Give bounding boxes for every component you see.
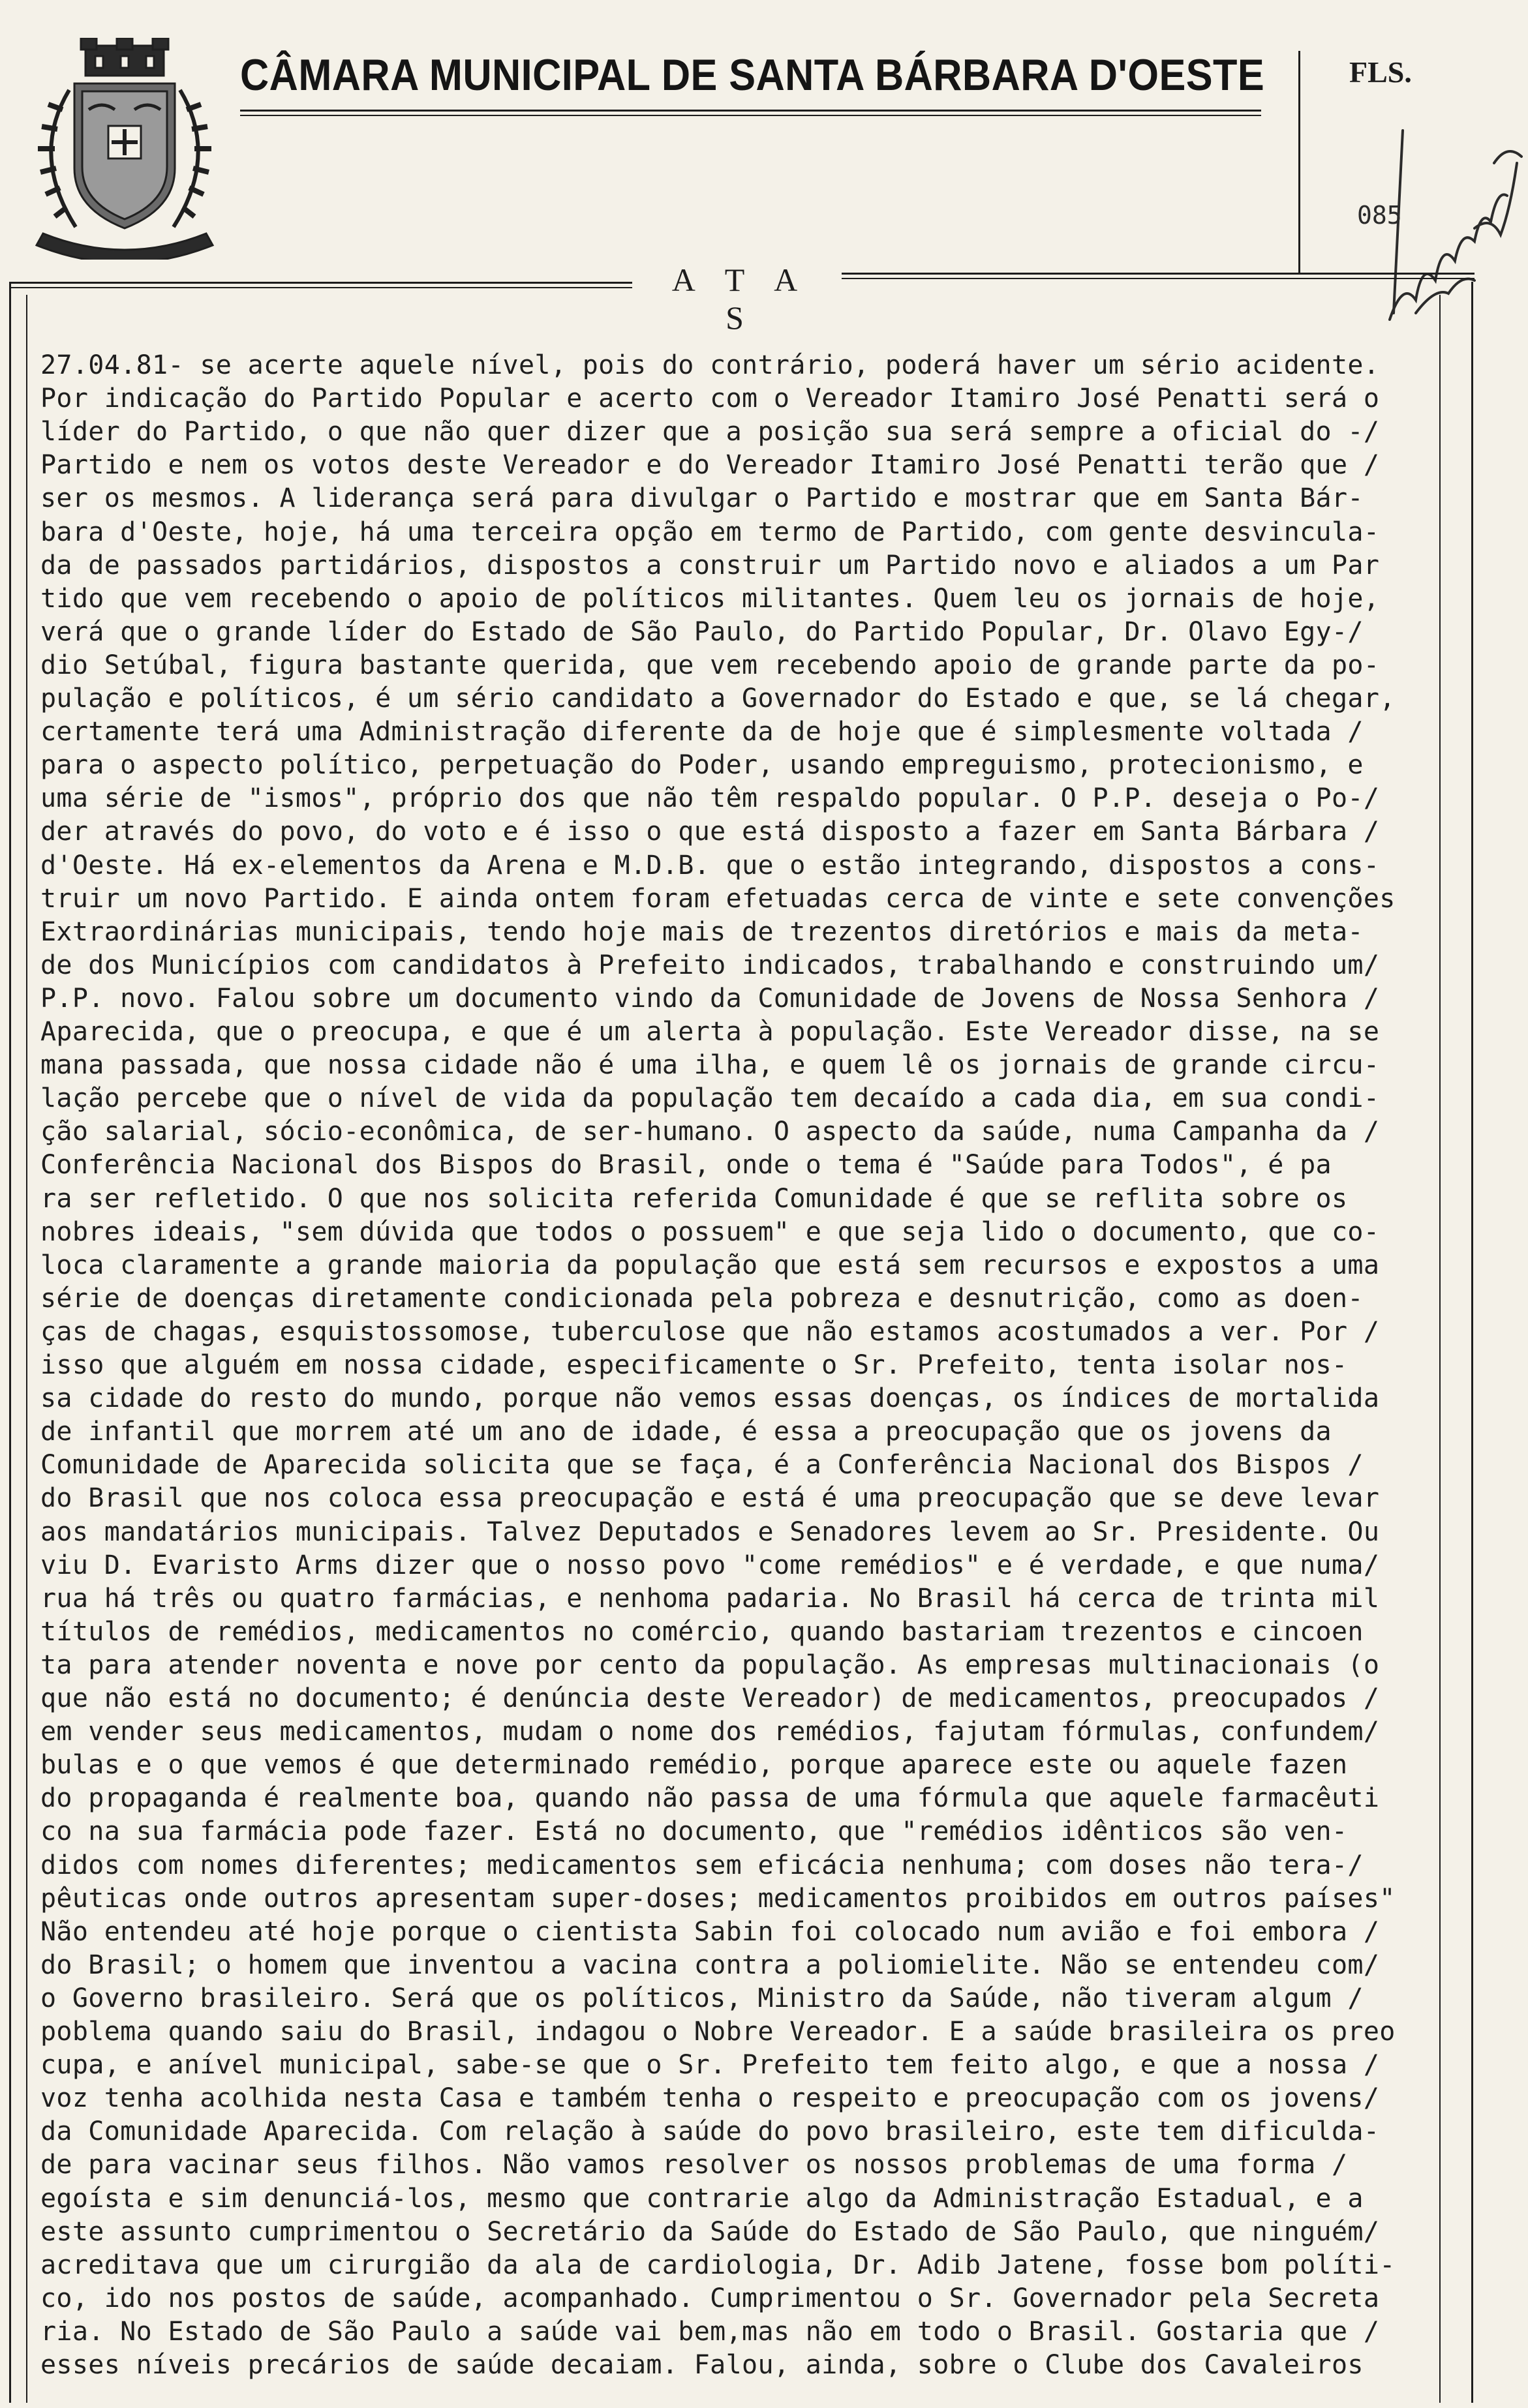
text-line: co na sua farmácia pode fazer. Está no documento, que "remédios idênticos são ven-	[40, 1816, 1348, 1847]
text-line: Por indicação do Partido Popular e acerto com o Vereador Itamiro José Penatti será o	[40, 384, 1380, 414]
folio-label: FLS.	[1349, 55, 1412, 89]
text-line: ta para atender noventa e nove por cento da população. As empresas multinacionais (o	[40, 1649, 1380, 1680]
text-line: líder do Partido, o que não quer dizer que a posição sua será sempre a oficial do -/	[40, 417, 1380, 447]
text-line: P.P. novo. Falou sobre um documento vindo da Comunidade de Jovens de Nossa Senhora /	[40, 983, 1380, 1014]
text-line: poblema quando saiu do Brasil, indagou o Nobre Vereador. E a saúde brasileira os preo	[40, 2017, 1396, 2047]
text-line: série de doenças diretamente condicionada pela pobreza e desnutrição, como as doen-	[40, 1283, 1364, 1314]
heading-rule-right	[842, 273, 1475, 275]
text-line: o Governo brasileiro. Será que os políticos, Ministro da Saúde, não tiveram algum /	[40, 1983, 1364, 2013]
text-line: ra ser refletido. O que nos solicita referida Comunidade é que se reflita sobre os	[40, 1183, 1348, 1214]
text-line: bara d'Oeste, hoje, há uma terceira opção em termo de Partido, com gente desvincula-	[40, 517, 1380, 547]
text-line: sa cidade do resto do mundo, porque não vemos essas doenças, os índices de mortalida	[40, 1383, 1380, 1414]
title-underline	[240, 110, 1261, 112]
text-line: certamente terá uma Administração diferente da de hoje que é simplesmente voltada /	[40, 717, 1364, 747]
text-line: acreditava que um cirurgião da ala de cardiologia, Dr. Adib Jatene, fosse bom políti-	[40, 2250, 1396, 2280]
text-line: do propaganda é realmente boa, quando não passa de uma fórmula que aquele farmacêuti	[40, 1783, 1380, 1814]
text-line: ção salarial, sócio-econômica, de ser-humano. O aspecto da saúde, numa Campanha da /	[40, 1117, 1380, 1147]
left-margin-rule	[26, 295, 27, 2403]
text-line: nobres ideais, "sem dúvida que todos o possuem" e que seja lido o documento, que co-	[40, 1216, 1380, 1247]
text-line: co, ido nos postos de saúde, acompanhado. Cumprimentou o Sr. Governador pela Secreta	[40, 2283, 1380, 2313]
text-line: der através do povo, do voto e é isso o que está disposto a fazer em Santa Bárbara /	[40, 817, 1380, 847]
section-title: A T A S	[671, 262, 810, 336]
text-line: aos mandatários municipais. Talvez Deputados e Senadores levem ao Sr. Presidente. Ou	[40, 1516, 1380, 1547]
text-line: pêuticas onde outros apresentam super-doses; medicamentos proibidos em outros países"	[40, 1883, 1396, 1914]
heading-rule-right-secondary	[842, 278, 1475, 279]
text-line: de para vacinar seus filhos. Não vamos resolver os nossos problemas de uma forma /	[40, 2150, 1348, 2180]
municipal-crest-icon	[17, 38, 232, 260]
text-line: que não está no documento; é denúncia deste Vereador) de medicamentos, preocupados /	[40, 1683, 1380, 1713]
text-line: Extraordinárias municipais, tendo hoje mais de trezentos diretórios e mais da meta-	[40, 916, 1364, 947]
text-line: cupa, e anível municipal, sabe-se que o Sr. Prefeito tem feito algo, e que a nossa /	[40, 2050, 1380, 2081]
text-line: Partido e nem os votos deste Vereador e do Vereador Itamiro José Penatti terão que /	[40, 450, 1380, 481]
text-line: 27.04.81- se acerte aquele nível, pois do contrário, poderá haver um sério acidente.	[40, 350, 1380, 380]
text-line: para o aspecto político, perpetuação do Poder, usando empreguismo, protecionismo, e	[40, 750, 1364, 781]
text-line: loca claramente a grande maioria da população que está sem recursos e expostos a uma	[40, 1250, 1380, 1280]
text-line: isso que alguém em nossa cidade, especificamente o Sr. Prefeito, tenta isolar nos-	[40, 1350, 1348, 1380]
text-line: egoísta e sim denunciá-los, mesmo que contrarie algo da Administração Estadual, e a	[40, 2183, 1364, 2214]
text-line: didos com nomes diferentes; medicamentos sem eficácia nenhuma; com doses não tera-/	[40, 1850, 1364, 1880]
text-line: em vender seus medicamentos, mudam o nome dos remédios, fajutam fórmulas, confundem/	[40, 1717, 1380, 1747]
text-line: ria. No Estado de São Paulo a saúde vai bem,mas não em todo o Brasil. Gostaria que /	[40, 2316, 1380, 2347]
text-line: pulação e políticos, é um sério candidato a Governador do Estado e que, se lá chegar,	[40, 684, 1396, 714]
text-line: mana passada, que nossa cidade não é uma ilha, e quem lê os jornais de grande circu-	[40, 1050, 1380, 1081]
text-line: d'Oeste. Há ex-elementos da Arena e M.D.B. que o estão integrando, dispostos a cons-	[40, 850, 1380, 880]
text-line: do Brasil que nos coloca essa preocupação e está é uma preocupação que se deve levar	[40, 1483, 1380, 1514]
text-line: Não entendeu até hoje porque o cientista Sabin foi colocado num avião e foi embora /	[40, 1916, 1380, 1947]
title-underline-secondary	[240, 115, 1261, 116]
text-line: da de passados partidários, dispostos a construir um Partido novo e aliados a um Par	[40, 550, 1380, 580]
text-line: voz tenha acolhida nesta Casa e também tenha o respeito e preocupação com os jovens/	[40, 2083, 1380, 2114]
text-line: uma série de "ismos", próprio dos que não têm respaldo popular. O P.P. deseja o Po-/	[40, 783, 1380, 814]
text-line: de infantil que morrem até um ano de idade, é essa a preocupação que os jovens da	[40, 1417, 1332, 1447]
text-line: este assunto cumprimentou o Secretário da Saúde do Estado de São Paulo, que ninguém/	[40, 2216, 1380, 2247]
text-line: viu D. Evaristo Arms dizer que o nosso povo "come remédios" e é verdade, e que numa/	[40, 1550, 1380, 1580]
text-line: da Comunidade Aparecida. Com relação à saúde do povo brasileiro, este tem dificulda-	[40, 2116, 1380, 2147]
text-line: Aparecida, que o preocupa, e que é um alerta à população. Este Vereador disse, na se	[40, 1017, 1380, 1047]
text-line: dio Setúbal, figura bastante querida, que vem recebendo apoio de grande parte da po-	[40, 650, 1380, 680]
text-line: do Brasil; o homem que inventou a vacina contra a poliomielite. Não se entendeu com/	[40, 1949, 1380, 1980]
text-line: truir um novo Partido. E ainda ontem foram efetuadas cerca de vinte e sete convenções	[40, 883, 1396, 914]
text-line: Comunidade de Aparecida solicita que se faça, é a Conferência Nacional dos Bispos /	[40, 1450, 1364, 1481]
organization-title: CÂMARA MUNICIPAL DE SANTA BÁRBARA D'OESTE	[240, 50, 1265, 100]
text-line: verá que o grande líder do Estado de São Paulo, do Partido Popular, Dr. Olavo Egy-/	[40, 616, 1364, 647]
right-margin-rule	[1439, 295, 1441, 2403]
text-line: de dos Municípios com candidatos à Prefeito indicados, trabalhando e construindo um/	[40, 950, 1380, 980]
text-line: Conferência Nacional dos Bispos do Brasil, onde o tema é "Saúde para Todos", é pa	[40, 1150, 1332, 1181]
text-line: títulos de remédios, medicamentos no comércio, quando bastariam trezentos e cincoen	[40, 1616, 1364, 1647]
text-line: bulas e o que vemos é que determinado remédio, porque aparece este ou aquele fazen	[40, 1750, 1348, 1781]
text-line: lação percebe que o nível de vida da população tem decaído a cada dia, em sua condi-	[40, 1083, 1380, 1114]
text-line: tido que vem recebendo o apoio de políticos militantes. Quem leu os jornais de hoje,	[40, 583, 1380, 614]
text-line: rua há três ou quatro farmácias, e nenhoma padaria. No Brasil há cerca de trinta mil	[40, 1583, 1380, 1614]
text-line: esses níveis precários de saúde decaiam. Falou, ainda, sobre o Clube dos Cavaleiros	[40, 2350, 1364, 2380]
text-line: ças de chagas, esquistossomose, tuberculose que não estamos acostumados a ver. Por /	[40, 1316, 1380, 1347]
page-number: 085	[1357, 201, 1402, 230]
text-line: ser os mesmos. A liderança será para divulgar o Partido e mostrar que em Santa Bár-	[40, 483, 1364, 514]
